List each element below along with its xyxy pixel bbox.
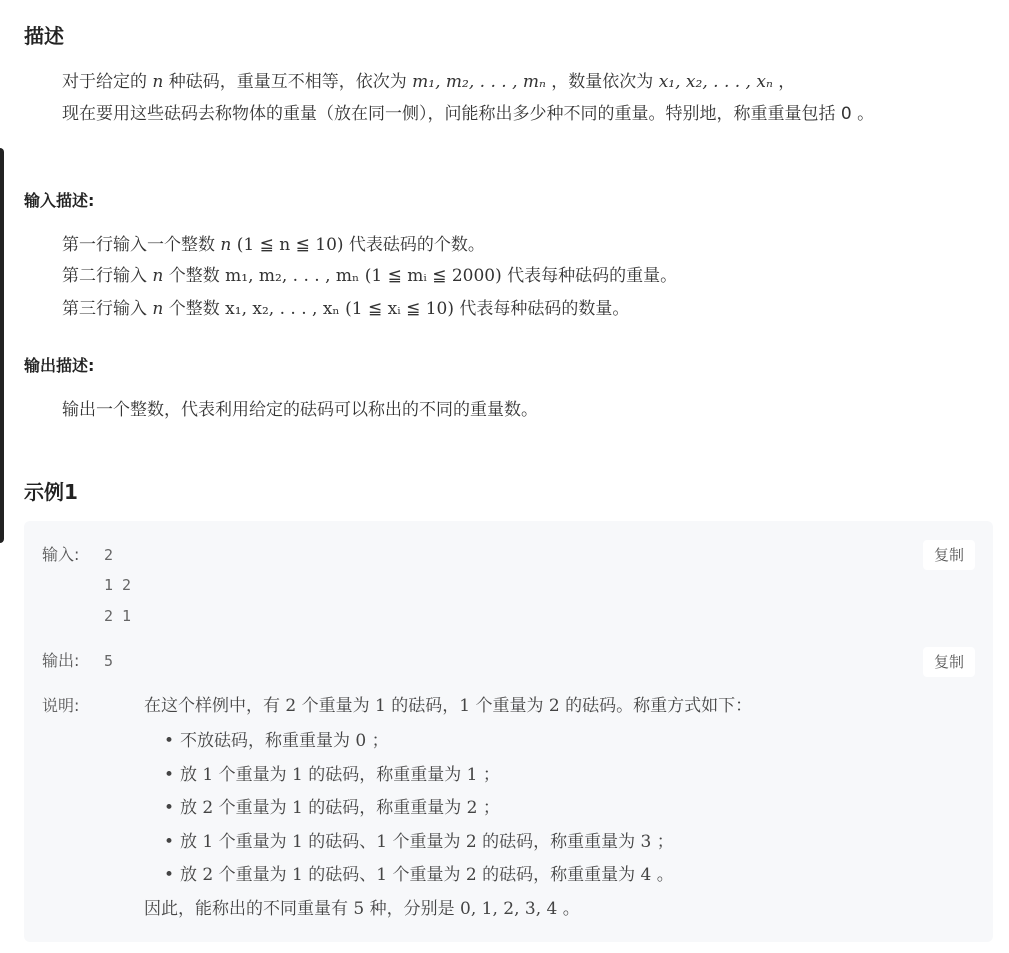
copy-output-button[interactable]: 复制	[923, 647, 975, 677]
text: ，	[772, 72, 796, 92]
bullet-text: 放 1 个重量为 1 的砝码，称重重量为 1 ；	[180, 765, 500, 785]
description-line-1	[24, 67, 992, 97]
text: 代表每种砝码的重量。	[501, 266, 678, 286]
math: n	[152, 299, 164, 319]
example-block	[24, 521, 993, 942]
text: 第二行输入	[62, 266, 153, 286]
output-description-title: 输出描述:	[24, 356, 95, 375]
copy-input-button[interactable]: 复制	[923, 540, 975, 570]
explain-bullet: • 放 1 个重量为 1 的砝码，称重重量为 1 ；	[164, 765, 500, 785]
input-line-3	[62, 294, 629, 324]
text: 代表砝码的个数。	[343, 235, 485, 255]
math: n	[152, 266, 164, 286]
bullet-text: 放 2 个重量为 1 的砝码、1 个重量为 2 的砝码，称重重量为 4 。	[180, 865, 674, 885]
math: (1 ≦ n ≦ 10)	[231, 235, 344, 255]
explain-label: 说明:	[42, 696, 80, 715]
description-title: 描述	[24, 24, 64, 48]
input-line: 2	[104, 546, 114, 564]
math-n: n	[152, 72, 164, 92]
explain-bullet: • 放 2 个重量为 1 的砝码，称重重量为 2 ；	[164, 798, 500, 818]
output-label: 输出:	[42, 651, 80, 670]
input-line: 1 2	[104, 576, 132, 594]
example-title: 示例1	[24, 480, 78, 504]
input-line-2	[62, 261, 677, 291]
input-description-title: 输入描述:	[24, 191, 95, 210]
text: 第三行输入	[62, 299, 153, 319]
text: 代表每种砝码的数量。	[454, 299, 630, 319]
description-line-2: 现在要用这些砝码去称物体的重量（放在同一侧），问能称出多少种不同的重量。特别地，称重重量包括 0 。	[62, 104, 875, 124]
math: n	[220, 235, 232, 255]
bullet-text: 不放砝码，称重重量为 0 ；	[180, 731, 389, 751]
math-m-seq: m₁, m₂, . . . , mₙ	[412, 72, 546, 92]
bullet-text: 放 1 个重量为 1 的砝码、1 个重量为 2 的砝码，称重重量为 3 ；	[180, 832, 674, 852]
bullet-text: 放 2 个重量为 1 的砝码，称重重量为 2 ；	[180, 798, 500, 818]
left-edge-bar	[0, 148, 4, 543]
explain-bullet: • 放 2 个重量为 1 的砝码、1 个重量为 2 的砝码，称重重量为 4 。	[164, 865, 674, 885]
math: 个整数 x₁, x₂, . . . , xₙ (1 ≦ xᵢ ≦ 10)	[163, 299, 454, 319]
text: 第一行输入一个整数	[62, 235, 221, 255]
math: 个整数 m₁, m₂, . . . , mₙ (1 ≦ mᵢ ≦ 2000)	[163, 266, 502, 286]
output-value: 5	[104, 652, 114, 670]
explain-intro: 在这个样例中，有 2 个重量为 1 的砝码，1 个重量为 2 的砝码。称重方式如下：	[144, 696, 753, 716]
text: 对于给定的	[62, 72, 153, 92]
explain-bullet: • 不放砝码，称重重量为 0 ；	[164, 731, 389, 751]
text: 种砝码，重量互不相等，依次为	[163, 72, 413, 92]
math-x-seq: x₁, x₂, . . . , xₙ	[658, 72, 773, 92]
text: ，数量依次为	[545, 72, 659, 92]
explain-bullet: • 放 1 个重量为 1 的砝码、1 个重量为 2 的砝码，称重重量为 3 ；	[164, 832, 674, 852]
input-label: 输入:	[42, 545, 80, 564]
explain-conclusion: 因此，能称出的不同重量有 5 种，分别是 0, 1, 2, 3, 4 。	[144, 899, 580, 919]
output-description-text: 输出一个整数，代表利用给定的砝码可以称出的不同的重量数。	[62, 400, 538, 420]
input-line: 2 1	[104, 607, 132, 625]
input-line-1	[62, 230, 485, 260]
